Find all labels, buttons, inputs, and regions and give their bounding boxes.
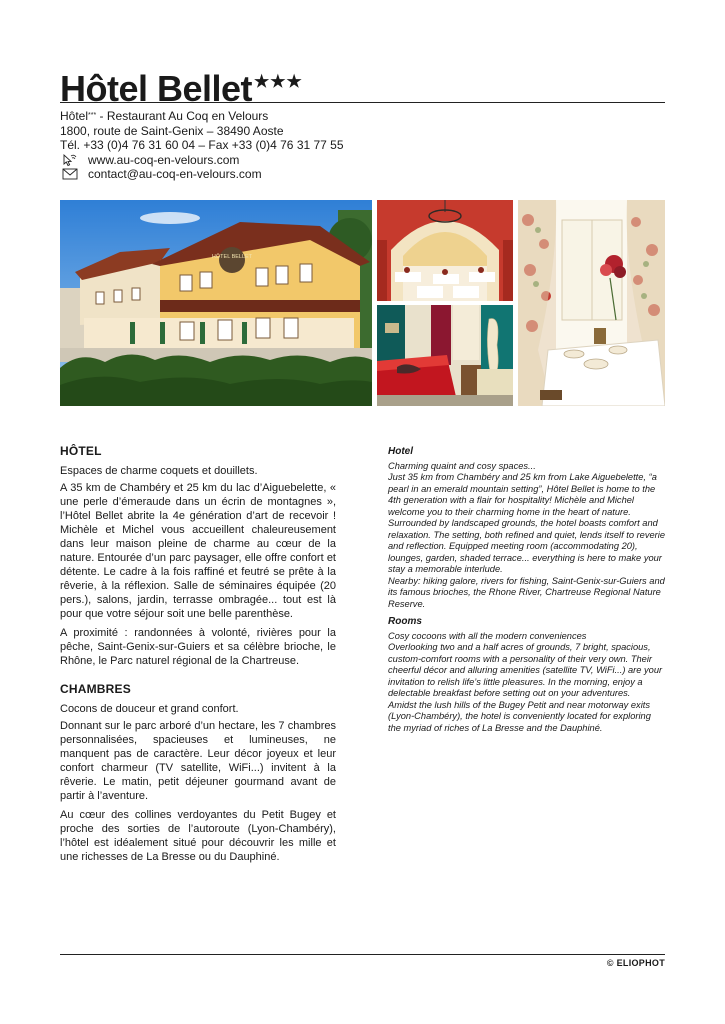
hotel-name: Hôtel Bellet	[60, 68, 253, 109]
rooms-lead-en: Cosy cocoons with all the modern conveniences	[388, 630, 587, 641]
english-text-column	[388, 446, 665, 734]
hotel-exterior-photo	[60, 200, 372, 406]
header-rule	[60, 102, 665, 103]
rooms-location-en: Amidst the lush hills of the Bugey Petit and near motorway exits (Lyon-Chambéry), the hotel is conveniently located for exploring the myriad of riches of La Bresse and the Dauphiné.	[388, 699, 651, 733]
rooms-lead-fr: Cocons de douceur et grand confort.	[60, 703, 239, 715]
hotel-heading-fr: HÔTEL	[60, 444, 102, 458]
contact-block	[60, 109, 344, 182]
rooms-heading-en: Rooms	[388, 616, 422, 627]
rooms-description-en: Overlooking two and a half acres of grounds, 7 bright, spacious, custom-comfort rooms with a personality of their very own. Their cheerful décor and alluring amenities (satellite TV, WiFi...) are your invitation to relish life’s little pleasures. In the morning, enjoy a delectable breakfast before setting out on your adventures.	[388, 642, 663, 698]
hotel-lead-en: Charming quaint and cosy spaces...	[388, 460, 536, 471]
photo-copyright: © ELIOPHOT	[606, 958, 665, 968]
mouse-pointer-icon	[60, 153, 80, 167]
hotel-lead-fr: Espaces de charme coquets et douillets.	[60, 465, 258, 477]
phone-fax-line: Tél. +33 (0)4 76 31 60 04 – Fax +33 (0)4 76 31 77 55	[60, 138, 344, 152]
rooms-description-fr: Donnant sur le parc arboré d’un hectare, les 7 chambres personnalisées, spacieuses et lumineuses, ne manquent pas de caractère. Leur décor joyeux et leur confort charmeur (TV satellite, WiFi...) invitent à la rêverie. Le matin, petit déjeuner gourmand avant de partir à l’aventure.	[60, 720, 336, 802]
website-link[interactable]: www.au-coq-en-velours.com	[88, 152, 240, 167]
email-link[interactable]: contact@au-coq-en-velours.com	[88, 167, 262, 181]
hotel-heading-en: Hotel	[388, 446, 413, 457]
hotel-description-en: Just 35 km from Chambéry and 25 km from Lake Aiguebelette, “a pearl in an emerald mountain setting”, Hôtel Bellet is home to the 4th generation with a flair for hospitality! Michèle and Michel welcome you to their charming home in the heart of nature. Surrounded by landscaped grounds, the hotel boasts comfort and relaxation. The setting, both refined and quiet, lends itself to reverie and reflection. Equipped meeting room (accommodating 20), lounges, garden, shaded terrace... everything is here to make your stay a memorable interlude.	[388, 472, 666, 574]
website-row	[60, 153, 344, 168]
hotel-nearby-en: Nearby: hiking galore, rivers for fishing, Saint-Genix-sur-Guiers and its famous brioches, the Rhone River, Chartreuse Regional Nature Reserve.	[388, 575, 665, 609]
hotel-stars: ★★★	[254, 72, 303, 91]
hotel-nearby-fr: A proximité : randonnées à volonté, rivières pour la pêche, Saint-Genix-sur-Guiers et sa célèbre brioche, le Rhône, le Parc naturel régional de la Chartreuse.	[60, 627, 336, 667]
restaurant-name: - Restaurant Au Coq en Velours	[96, 109, 269, 123]
rooms-location-fr: Au cœur des collines verdoyantes du Petit Bugey et proche des sorties de l’autoroute (Lyon-Chambéry), l’hôtel est idéalement situé pour découvrir les mille et une richesses de La Bresse ou du Dauphiné.	[60, 809, 336, 863]
hotel-description-fr: A 35 km de Chambéry et 25 km du lac d’Aiguebelette, « une perle d’émeraude dans un écrin de montagnes », l’Hôtel Bellet abrite la 4e génération d’art de recevoir ! Michèle et Michel vous accueillent chaleureusement dans leur maison pleine de charme au cœur de la nature. Entourée d’un parc paysager, elle offre confort et détente. Le cadre à la fois raffiné et feutré se prête à la rêverie, à la réflexion. Salle de séminaires équipée (20 pers.), salons, jardin, terrasse ombragée... tout est là pour que votre séjour soit une belle parenthèse.	[60, 482, 336, 620]
french-text-column	[60, 444, 336, 869]
breakfast-table-photo	[518, 200, 665, 406]
rooms-heading-fr: CHAMBRES	[60, 682, 131, 696]
address-line: 1800, route de Saint-Genix – 38490 Aoste	[60, 123, 284, 138]
hotel-word-stars: ***	[88, 112, 97, 119]
email-row	[60, 167, 344, 182]
envelope-icon	[60, 167, 80, 181]
dining-room-photo	[377, 200, 513, 301]
guest-room-photo	[377, 305, 513, 406]
hotel-sign: HÔTEL BELLET	[211, 254, 253, 260]
footer-rule	[60, 954, 665, 955]
hotel-word: Hôtel	[60, 109, 89, 123]
hotel-restaurant-line	[60, 109, 344, 124]
